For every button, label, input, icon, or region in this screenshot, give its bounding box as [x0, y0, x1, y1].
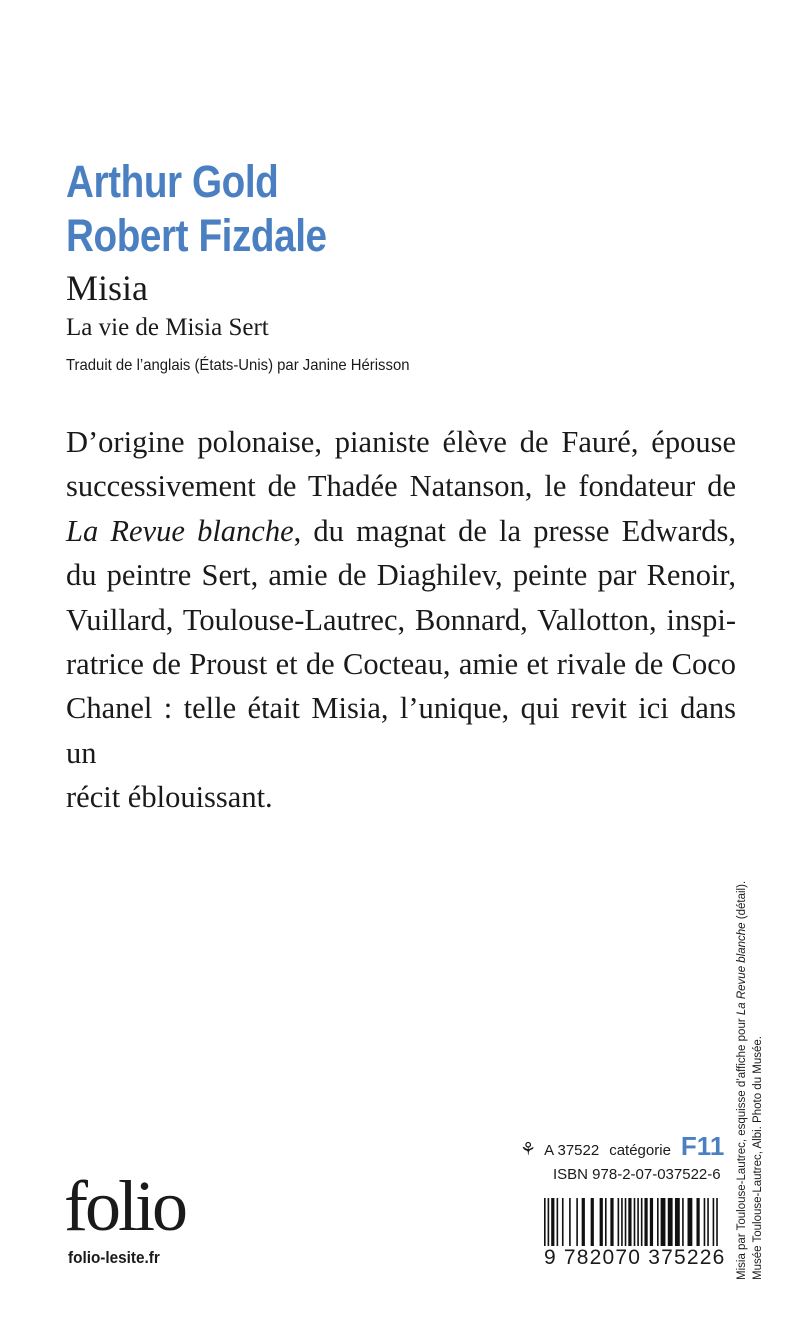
barcode-bar [637, 1198, 639, 1246]
barcode-bar [668, 1198, 673, 1246]
barcode-bar [557, 1198, 559, 1246]
blurb-line [66, 509, 736, 553]
barcode-bar [716, 1198, 718, 1246]
barcode-bar [707, 1198, 709, 1246]
barcode-bars [544, 1198, 718, 1248]
barcode-bar [621, 1198, 623, 1246]
author-name-1: Arthur Gold [66, 156, 279, 207]
category-label: catégorie [609, 1142, 671, 1159]
barcode-bar [605, 1198, 607, 1246]
barcode-bar [544, 1198, 546, 1246]
barcode-bar [628, 1198, 631, 1246]
book-title: Misia [66, 268, 149, 308]
credit-text: Misia par Toulouse-Lautrec, esquisse d’affiche pour [736, 1015, 748, 1280]
barcode-bar [569, 1198, 571, 1246]
publisher-website: folio-lesite.fr [68, 1248, 160, 1267]
barcode-bar [688, 1198, 693, 1246]
translator-credit: Traduit de l’anglais (États-Unis) par Janine Hérisson [66, 357, 410, 374]
periodical-title: La Revue blanche [66, 513, 294, 548]
folio-logo: folio [64, 1166, 185, 1246]
catalog-code: A 37522 [544, 1142, 600, 1159]
barcode-bar [576, 1198, 578, 1246]
barcode-bar [551, 1198, 554, 1246]
barcode-bar [661, 1198, 666, 1246]
credit-line-2: Musée Toulouse-Lautrec, Albi. Photo du Musée. [752, 1036, 764, 1280]
barcode-bar [562, 1198, 564, 1246]
book-subtitle: La vie de Misia Sert [66, 314, 269, 341]
barcode-bar [696, 1198, 699, 1246]
category-code: F11 [680, 1131, 725, 1161]
blurb-line: successivement de Thadée Natanson, le fondateur de [66, 469, 736, 504]
ean-number: 9 782070 375226 [544, 1246, 726, 1269]
back-cover-blurb [66, 420, 736, 820]
credit-text: (détail). [736, 880, 748, 923]
blurb-line: Vuillard, Toulouse-Lautrec, Bonnard, Vallotton, inspi- [66, 602, 736, 637]
barcode-bar [618, 1198, 620, 1246]
catalog-row [520, 1131, 725, 1163]
credit-italic: La Revue blanche [736, 922, 748, 1016]
barcode-bar [657, 1198, 659, 1246]
credit-line-1 [734, 820, 750, 1280]
barcode-bar [675, 1198, 680, 1246]
barcode-bar [610, 1198, 613, 1246]
blurb-line: ratrice de Proust et de Cocteau, amie et rivale de Coco [66, 647, 736, 682]
blurb-line: Chanel : telle était Misia, l’unique, qui revit ici dans un [66, 691, 736, 770]
barcode-bar [682, 1198, 684, 1246]
barcode-bar [650, 1198, 653, 1246]
barcode-bar [591, 1198, 594, 1246]
blurb-line: D’origine polonaise, pianiste élève de Fauré, épouse [66, 425, 736, 459]
isbn: ISBN 978-2-07-037522-6 [553, 1166, 721, 1183]
barcode-bar [582, 1198, 585, 1246]
blurb-line: récit éblouissant. [66, 780, 273, 815]
cover-image-credit [734, 820, 774, 1280]
blurb-line-rest: , du magnat de la presse Edwards, [293, 513, 736, 548]
folio-emblem-icon: ⚘ [520, 1139, 537, 1159]
barcode-bar [704, 1198, 706, 1246]
barcode-bar [644, 1198, 647, 1246]
author-name-2: Robert Fizdale [66, 210, 327, 261]
barcode-bar [634, 1198, 636, 1246]
blurb-line: du peintre Sert, amie de Diaghilev, peinte par Renoir, [66, 558, 736, 593]
barcode-bar [641, 1198, 643, 1246]
barcode-bar [713, 1198, 715, 1246]
barcode-bar [600, 1198, 603, 1246]
barcode-bar [548, 1198, 550, 1246]
barcode-bar [625, 1198, 627, 1246]
